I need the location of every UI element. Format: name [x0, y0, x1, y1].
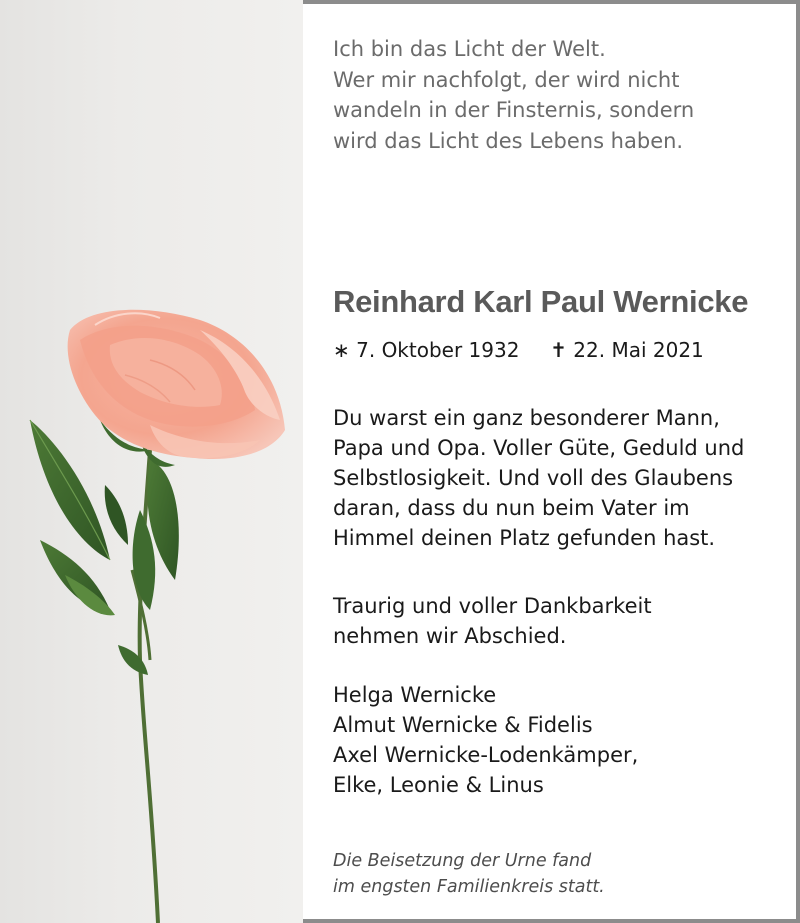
- mourner-line: Elke, Leonie & Linus: [333, 773, 544, 797]
- verse-line: Wer mir nachfolgt, der wird nicht: [333, 67, 680, 92]
- mourner-line: Axel Wernicke-Lodenkämper,: [333, 743, 639, 767]
- frame-border-bottom: [303, 919, 800, 923]
- death-date: 22. Mai 2021: [573, 338, 704, 362]
- cross-icon: ✝: [550, 338, 567, 362]
- tribute-line: Du warst ein ganz besonderer Mann,: [333, 406, 720, 430]
- frame-border-top: [303, 0, 800, 4]
- verse-line: Ich bin das Licht der Welt.: [333, 37, 606, 61]
- farewell-line: Traurig und voller Dankbarkeit: [333, 594, 652, 618]
- burial-note: [333, 848, 778, 900]
- birth-date: 7. Oktober 1932: [356, 338, 520, 362]
- life-dates: [333, 338, 773, 362]
- mourner-line: Almut Wernicke & Fidelis: [333, 713, 593, 737]
- tribute-line: Himmel deinen Platz gefunden hast.: [333, 526, 716, 550]
- bible-verse: [333, 34, 773, 156]
- rose-photo: [0, 0, 303, 923]
- mourner-line: Helga Wernicke: [333, 683, 497, 707]
- tribute-line: Papa und Opa. Voller Güte, Geduld und: [333, 436, 745, 460]
- note-line: Die Beisetzung der Urne fand: [333, 851, 592, 871]
- deceased-name: Reinhard Karl Paul Wernicke: [333, 284, 749, 319]
- tribute-line: Selbstlosigkeit. Und voll des Glaubens: [333, 466, 734, 490]
- note-line: im engsten Familienkreis statt.: [333, 877, 605, 897]
- tribute-line: daran, dass du nun beim Vater im: [333, 496, 690, 520]
- birth-star-icon: ∗: [333, 338, 350, 362]
- frame-border-right: [796, 0, 800, 923]
- farewell-text: [333, 591, 778, 651]
- farewell-line: nehmen wir Abschied.: [333, 624, 567, 648]
- tribute-text: [333, 403, 778, 553]
- verse-line: wandeln in der Finsternis, sondern: [333, 98, 695, 122]
- rose-icon: [0, 0, 303, 923]
- verse-line: wird das Licht des Lebens haben.: [333, 128, 684, 153]
- mourners-list: [333, 680, 778, 800]
